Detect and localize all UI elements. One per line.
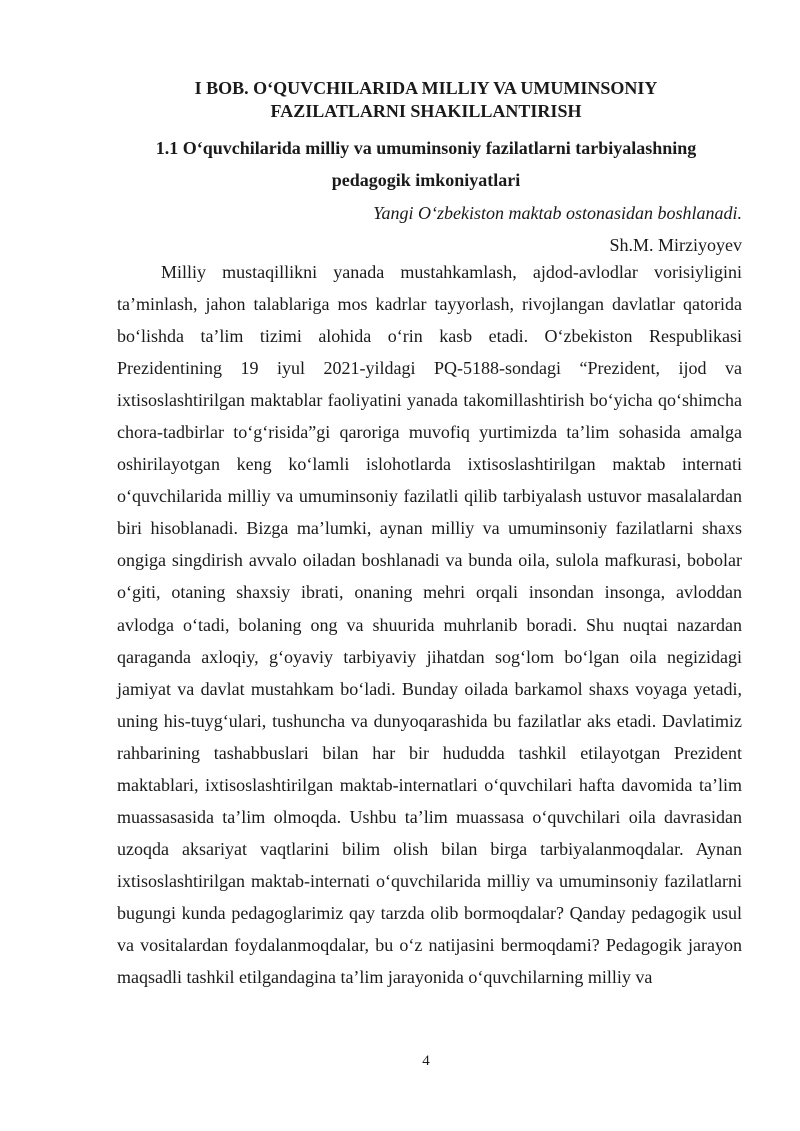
- section-title-line-2: pedagogik imkoniyatlari: [331, 170, 521, 190]
- chapter-title-line-1: I BOB. O‘QUVCHILARIDA MILLIY VA UMUMINSONIY: [194, 78, 658, 98]
- section-title-line-1: 1.1 O‘quvchilarida milliy va umuminsoniy fazilatlarni tarbiyalashning: [155, 138, 697, 158]
- chapter-title: [110, 77, 742, 123]
- epigraph-author: Sh.M. Mirziyoyev: [609, 235, 742, 255]
- epigraph: [110, 197, 742, 261]
- section-title: [110, 132, 742, 196]
- epigraph-quote: Yangi O‘zbekiston maktab ostonasidan boshlanadi.: [373, 203, 742, 223]
- page-number: 4: [422, 1053, 430, 1069]
- body-paragraph: Milliy mustaqillikni yanada mustahkamlash, ajdod-avlodlar vorisiyligini ta’minlash, jahon talablariga mos kadrlar tayyorlash, rivojlangan davlatlar qatorida bo‘lishda ta’lim tizimi alohida o‘rin kasb etadi. O‘zbekiston Respublikasi Prezidentining 19 iyul 2021-yildagi PQ-5188-sondagi “Prezident, ijod va ixtisoslashtirilgan maktablar faoliyatini yanada takomillashtirish bo‘yicha qo‘shimcha chora-tadbirlar to‘g‘risida”gi qaroriga muvofiq yurtimizda ta’lim sohasida amalga oshirilayotgan keng ko‘lamli islohotlarda ixtisoslashtirilgan maktab internati o‘quvchilarida milliy va umuminsoniy fazilatli qilib tarbiyalash ustuvor masalalardan biri hisoblanadi. Bizga ma’lumki, aynan milliy va umuminsoniy fazilatlarni shaxs ongiga singdirish avvalo oiladan boshlanadi va bunda oila, sulola mafkurasi, bobolar o‘giti, otaning shaxsiy ibrati, onaning mehri orqali insondan insonga, avloddan avlodga o‘tadi, bolaning ong va shuurida muhrlanib boradi. Shu nuqtai nazardan qaraganda axloqiy, g‘oyaviy tarbiyaviy jihatdan sog‘lom bo‘lgan oila negizidagi jamiyat va davlat mustahkam bo‘ladi. Bunday oilada barkamol shaxs voyaga yetadi, uning his-tuyg‘ulari, tushuncha va dunyoqarashida bu fazilatlar aks etadi. Davlatimiz rahbarining tashabbuslari bilan har bir hududda tashkil etilayotgan Prezident maktablari, ixtisoslashtirilgan maktab-internatlari o‘quvchilari hafta davomida ta’lim muassasasida ta’lim olmoqda. Ushbu ta’lim muassasa o‘quvchilari oila davrasidan uzoqda aksariyat vaqtlarini bilim olish bilan birga tarbiyalanmoqdalar. Aynan ixtisoslashtirilgan maktab-internati o‘quvchilarida milliy va umuminsoniy fazilatlarni bugungi kunda pedagoglarimiz qay tarzda olib bormoqdalar? Qanday pedagogik usul va vositalardan foydalanmoqdalar, bu o‘z natijasini bermoqdami? Pedagogik jarayon maqsadli tashkil etilgandagina ta’lim jarayonida o‘quvchilarning milliy va: [117, 262, 742, 988]
- chapter-title-line-2: FAZILATLARNI SHAKILLANTIRISH: [270, 101, 582, 121]
